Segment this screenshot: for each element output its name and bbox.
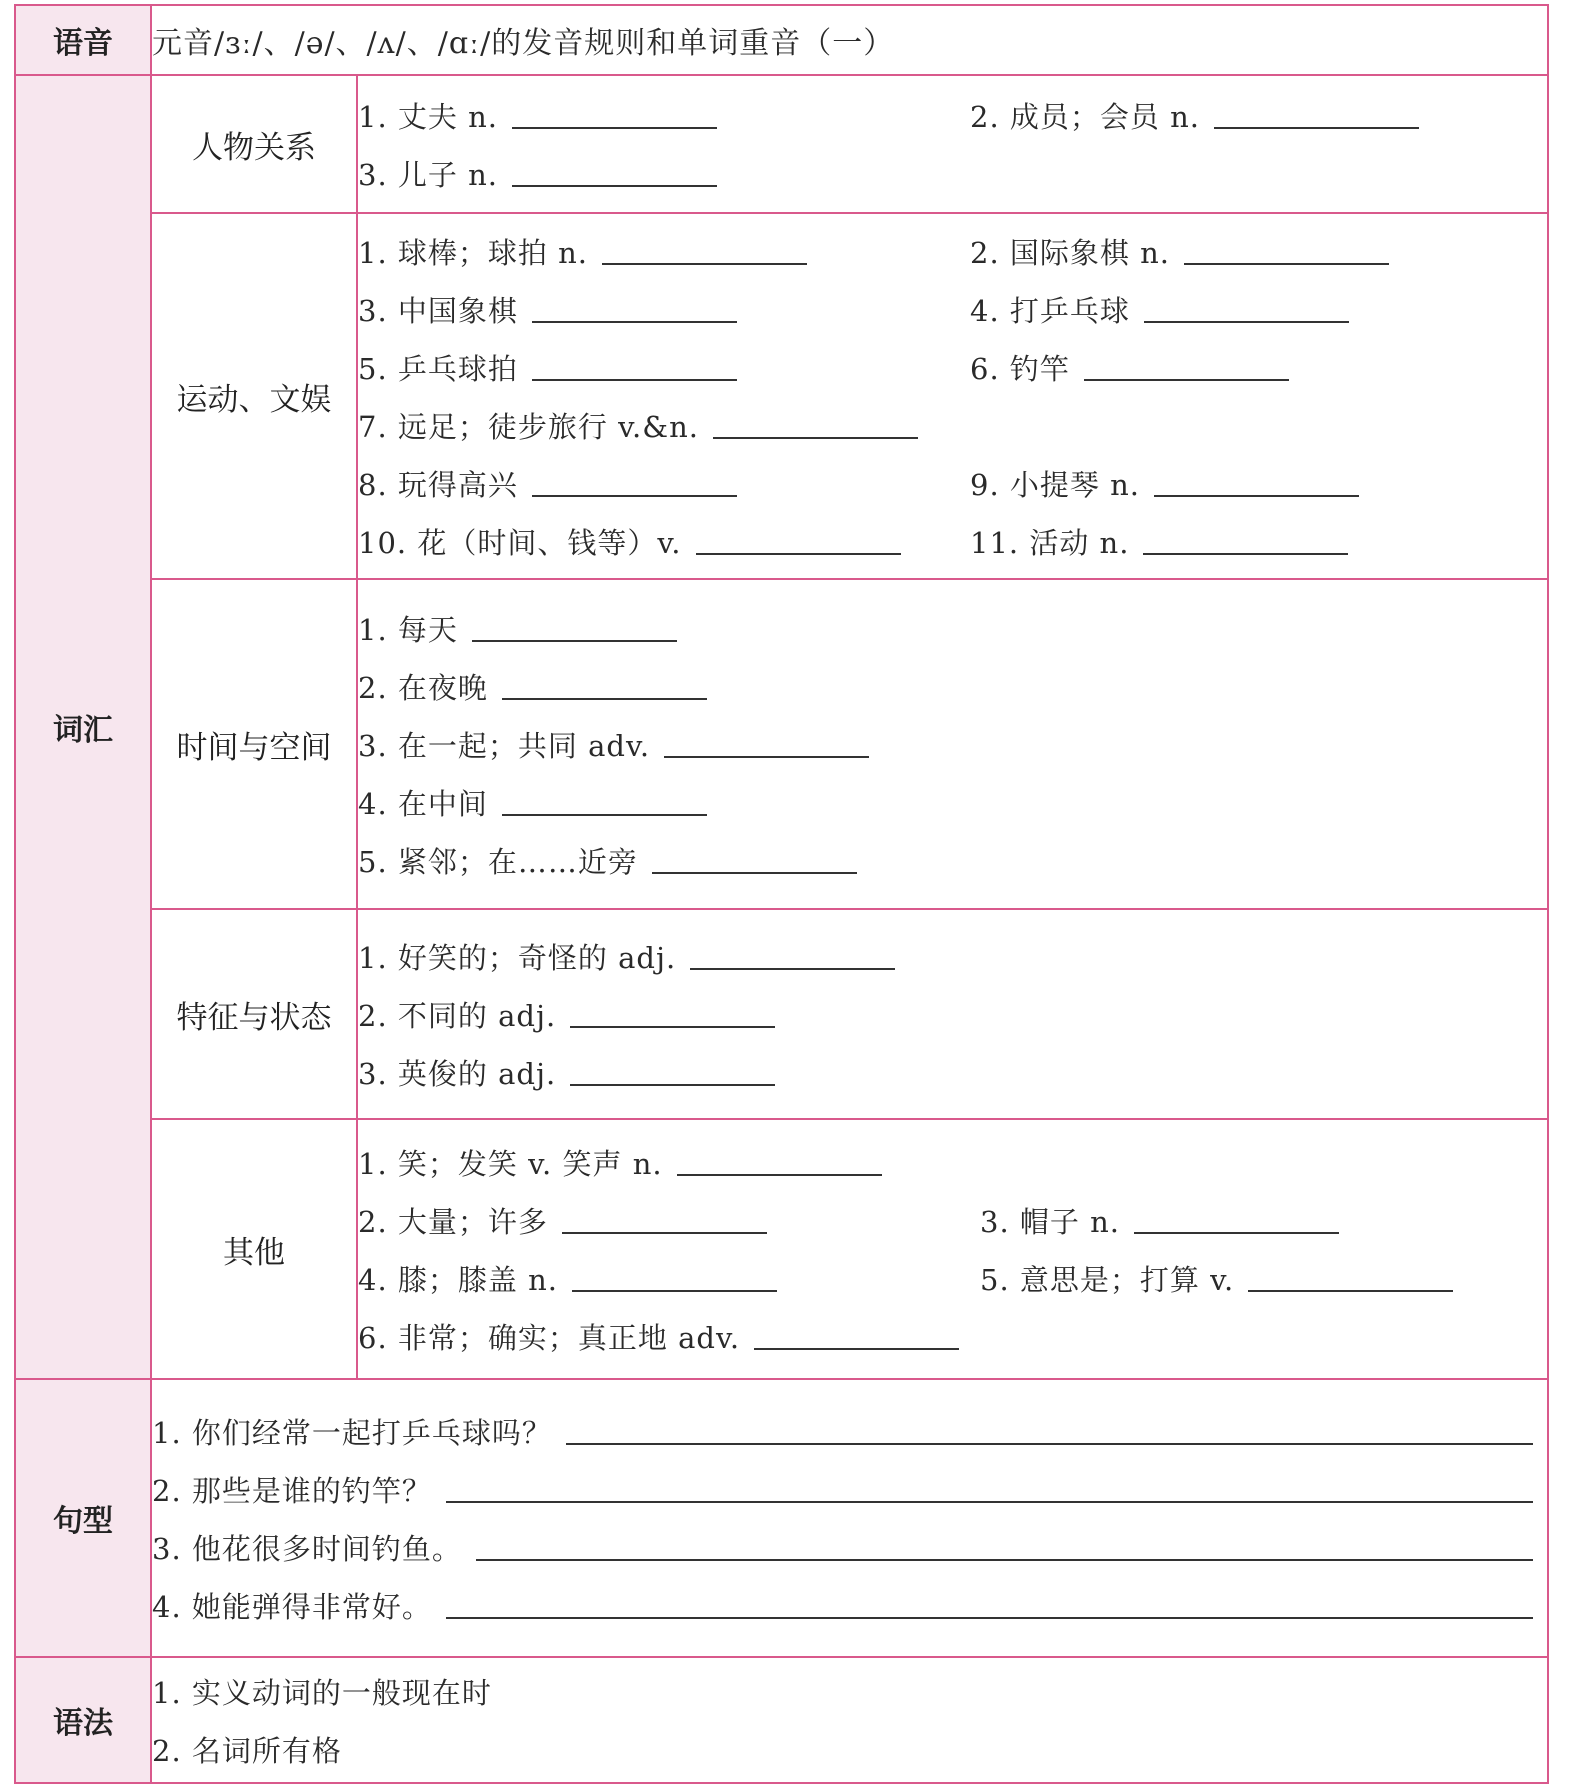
translation-blank[interactable]: [566, 1417, 1533, 1445]
vocab-prompt: 6. 非常；确实；真正地 adv.: [358, 1320, 741, 1355]
group-label: 运动、文娱: [151, 213, 357, 579]
translation-blank[interactable]: [476, 1533, 1533, 1561]
vocab-prompt: 1. 笑；发笑 v. 笑声 n.: [358, 1146, 663, 1181]
answer-blank[interactable]: [472, 614, 677, 642]
vocab-prompt: 3. 英俊的 adj.: [358, 1056, 557, 1091]
vocab-row: [358, 396, 1547, 454]
vocab-prompt: 9. 小提琴 n.: [970, 467, 1141, 502]
vocab-prompt: 3. 在一起；共同 adv.: [358, 728, 651, 763]
answer-blank[interactable]: [696, 527, 901, 555]
answer-blank[interactable]: [570, 1058, 775, 1086]
vocab-group-other: [15, 1119, 1548, 1379]
vocab-prompt: 2. 不同的 adj.: [358, 998, 557, 1033]
grammar-item: [152, 1662, 1547, 1720]
grammar-row: [15, 1657, 1548, 1783]
answer-blank[interactable]: [512, 101, 717, 129]
category-phonetics: 语音: [15, 5, 151, 75]
answer-blank[interactable]: [1248, 1264, 1453, 1292]
vocab-prompt: 1. 每天: [358, 612, 458, 647]
vocab-prompt: 5. 意思是；打算 v.: [980, 1262, 1235, 1297]
answer-blank[interactable]: [602, 237, 807, 265]
vocab-row: [358, 512, 1547, 570]
answer-blank[interactable]: [652, 846, 857, 874]
review-table: [14, 4, 1549, 1784]
vocab-prompt: 5. 紧邻；在……近旁: [358, 844, 638, 879]
vocab-prompt: 1. 球棒；球拍 n.: [358, 235, 589, 270]
vocab-prompt: 2. 大量；许多: [358, 1204, 548, 1239]
sentences-row: [15, 1379, 1548, 1657]
vocab-row: [358, 927, 1547, 985]
vocab-prompt: 8. 玩得高兴: [358, 467, 518, 502]
vocab-group-relations: [15, 75, 1548, 213]
vocab-row: [358, 599, 1547, 657]
vocab-row: [358, 86, 1547, 144]
grammar-item-text: 1. 实义动词的一般现在时: [152, 1675, 492, 1710]
grammar-item: [152, 1720, 1547, 1778]
category-sentences: 句型: [15, 1379, 151, 1657]
vocab-row: [358, 715, 1547, 773]
grammar-item-text: 2. 名词所有格: [152, 1733, 342, 1768]
category-vocabulary: 词汇: [15, 75, 151, 1379]
answer-blank[interactable]: [502, 788, 707, 816]
vocab-row: [358, 1191, 1547, 1249]
phonetics-row: [15, 5, 1548, 75]
vocab-row: [358, 144, 1547, 202]
vocab-prompt: 7. 远足；徒步旅行 v.&n.: [358, 409, 699, 444]
answer-blank[interactable]: [690, 942, 895, 970]
phonetics-topic: 元音/ɜː/、/ə/、/ʌ/、/ɑː/的发音规则和单词重音（一）: [151, 5, 1548, 75]
vocab-prompt: 2. 国际象棋 n.: [970, 235, 1171, 270]
answer-blank[interactable]: [502, 672, 707, 700]
group-label: 特征与状态: [151, 909, 357, 1119]
group-label: 人物关系: [151, 75, 357, 213]
sentence-row: [152, 1576, 1547, 1634]
vocab-row: [358, 338, 1547, 396]
vocab-prompt: 3. 儿子 n.: [358, 157, 499, 192]
vocab-row: [358, 1249, 1547, 1307]
vocab-group-features: [15, 909, 1548, 1119]
vocab-row: [358, 280, 1547, 338]
vocab-prompt: 10. 花（时间、钱等）v.: [358, 525, 682, 560]
vocab-group-time-space: [15, 579, 1548, 909]
translation-blank[interactable]: [446, 1475, 1533, 1503]
answer-blank[interactable]: [677, 1148, 882, 1176]
answer-blank[interactable]: [1154, 469, 1359, 497]
answer-blank[interactable]: [532, 353, 737, 381]
vocab-prompt: 11. 活动 n.: [970, 525, 1130, 560]
answer-blank[interactable]: [1144, 295, 1349, 323]
vocab-prompt: 3. 中国象棋: [358, 293, 518, 328]
sentence-prompt: 3. 他花很多时间钓鱼。: [152, 1531, 462, 1566]
vocab-group-sports: [15, 213, 1548, 579]
answer-blank[interactable]: [572, 1264, 777, 1292]
category-grammar: 语法: [15, 1657, 151, 1783]
translation-blank[interactable]: [446, 1591, 1533, 1619]
answer-blank[interactable]: [570, 1000, 775, 1028]
vocab-prompt: 4. 膝；膝盖 n.: [358, 1262, 559, 1297]
answer-blank[interactable]: [1134, 1206, 1339, 1234]
vocab-prompt: 1. 好笑的；奇怪的 adj.: [358, 940, 677, 975]
vocab-prompt: 2. 在夜晚: [358, 670, 488, 705]
vocab-row: [358, 657, 1547, 715]
vocab-prompt: 4. 在中间: [358, 786, 488, 821]
vocab-prompt: 5. 乒乓球拍: [358, 351, 518, 386]
sentence-row: [152, 1460, 1547, 1518]
worksheet: [14, 4, 1549, 1779]
answer-blank[interactable]: [512, 159, 717, 187]
group-label: 其他: [151, 1119, 357, 1379]
sentence-row: [152, 1402, 1547, 1460]
vocab-row: [358, 1043, 1547, 1101]
answer-blank[interactable]: [1143, 527, 1348, 555]
answer-blank[interactable]: [532, 469, 737, 497]
vocab-prompt: 2. 成员；会员 n.: [970, 99, 1201, 134]
answer-blank[interactable]: [713, 411, 918, 439]
sentence-prompt: 4. 她能弹得非常好。: [152, 1589, 432, 1624]
sentence-row: [152, 1518, 1547, 1576]
answer-blank[interactable]: [664, 730, 869, 758]
vocab-row: [358, 454, 1547, 512]
answer-blank[interactable]: [1184, 237, 1389, 265]
vocab-prompt: 4. 打乒乓球: [970, 293, 1130, 328]
vocab-row: [358, 222, 1547, 280]
group-label: 时间与空间: [151, 579, 357, 909]
answer-blank[interactable]: [532, 295, 737, 323]
vocab-row: [358, 985, 1547, 1043]
vocab-row: [358, 831, 1547, 889]
vocab-row: [358, 1307, 1547, 1365]
answer-blank[interactable]: [1084, 353, 1289, 381]
sentence-prompt: 1. 你们经常一起打乒乓球吗？: [152, 1415, 552, 1450]
sentence-prompt: 2. 那些是谁的钓竿？: [152, 1473, 432, 1508]
vocab-prompt: 6. 钓竿: [970, 351, 1070, 386]
answer-blank[interactable]: [562, 1206, 767, 1234]
vocab-prompt: 1. 丈夫 n.: [358, 99, 499, 134]
answer-blank[interactable]: [1214, 101, 1419, 129]
vocab-row: [358, 1133, 1547, 1191]
answer-blank[interactable]: [754, 1322, 959, 1350]
vocab-prompt: 3. 帽子 n.: [980, 1204, 1121, 1239]
vocab-row: [358, 773, 1547, 831]
